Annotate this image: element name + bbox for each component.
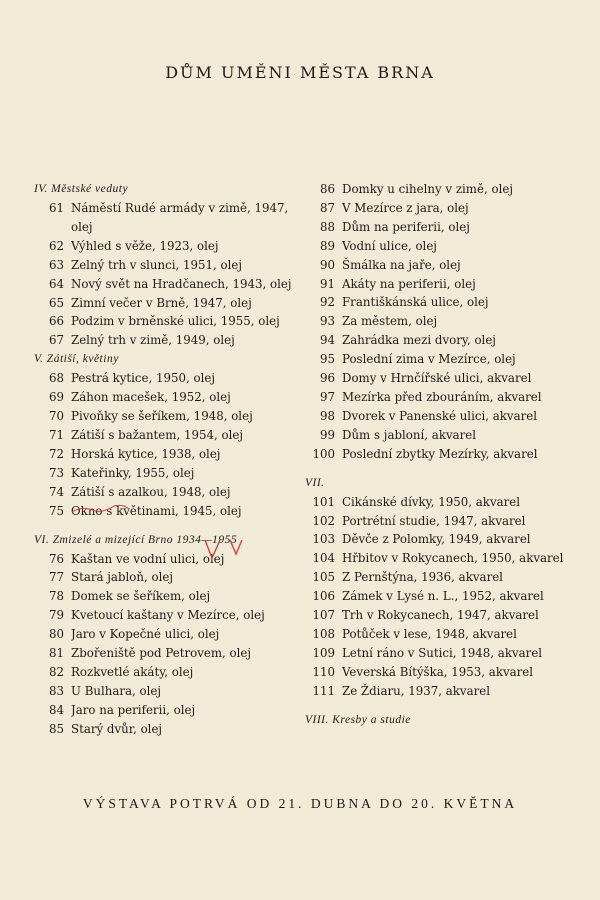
entry-number: 82 (48, 664, 64, 679)
catalog-entry (34, 331, 296, 350)
catalog-entry (305, 625, 590, 644)
entry-number: 66 (48, 314, 64, 329)
entry-title: Nový svět na Hradčanech, 1943, olej (71, 276, 292, 291)
section-heading: IV. Městské veduty (34, 183, 129, 195)
entry-number: 76 (48, 551, 64, 566)
catalog-entry (305, 530, 590, 549)
entry-title: Rozkvetlé akáty, olej (71, 664, 194, 679)
entry-title: Ze Ždiaru, 1937, akvarel (342, 683, 491, 698)
entry-title: Domek se šeříkem, olej (71, 589, 211, 604)
entry-number: 81 (48, 646, 64, 661)
catalog-entry (34, 587, 296, 606)
entry-title: Poslední zima v Mezírce, olej (342, 352, 516, 367)
entry-title: Domky u cihelny v zimě, olej (342, 182, 513, 196)
entry-number: 83 (48, 683, 64, 698)
entry-number: 98 (319, 408, 335, 423)
entry-title: Zelný trh v zimě, 1949, olej (71, 333, 235, 348)
entry-number: 77 (48, 570, 64, 585)
catalog-entry (305, 388, 590, 407)
entry-number: 108 (312, 626, 335, 641)
catalog-entry (34, 464, 296, 483)
catalog-entry (34, 606, 296, 625)
catalog-entry (305, 644, 590, 663)
entry-title: Starý dvůr, olej (71, 721, 163, 736)
entry-number: 106 (312, 589, 335, 604)
catalog-entry (34, 568, 296, 587)
catalog-entry (34, 426, 296, 445)
catalog-entry (34, 275, 296, 294)
entry-number: 102 (312, 513, 335, 528)
entry-number: 80 (48, 627, 64, 642)
catalog-entry (34, 550, 296, 569)
catalog-entry (305, 606, 590, 625)
catalog-entry (305, 331, 590, 350)
catalog-entry (34, 701, 296, 720)
entry-title: Stará jabloň, olej (71, 570, 174, 585)
catalog-entry (34, 445, 296, 464)
catalog-entry (34, 407, 296, 426)
spacer (305, 464, 590, 474)
entry-title: Zátiší s bažantem, 1954, olej (71, 427, 243, 442)
entry-title: Pivoňky se šeříkem, 1948, olej (71, 409, 253, 424)
entry-title: Zimní večer v Brně, 1947, olej (71, 295, 252, 310)
entry-number: 61 (48, 201, 64, 215)
entry-title: Veverská Bítýška, 1953, akvarel (342, 664, 534, 679)
entry-number: 90 (319, 257, 335, 272)
page-title: DŮM UMĚNI MĚSTA BRNA (165, 63, 435, 82)
catalog-entry (34, 388, 296, 407)
entry-number: 91 (319, 276, 335, 291)
catalog-entry (305, 369, 590, 388)
entry-title: Potůček v lese, 1948, akvarel (342, 626, 517, 641)
entry-title: Jaro na periferii, olej (71, 702, 196, 717)
catalog-entry (305, 663, 590, 682)
entry-number: 101 (312, 494, 335, 509)
entry-number: 103 (312, 532, 335, 547)
catalog-entry (34, 625, 296, 644)
entry-number: 97 (319, 389, 335, 404)
entry-title: Hřbitov v Rokycanech, 1950, akvarel (342, 551, 564, 566)
entry-title: Františkánská ulice, olej (342, 295, 489, 310)
catalog-entry (34, 256, 296, 275)
entry-title: Portrétní studie, 1947, akvarel (342, 513, 526, 528)
entry-number: 93 (319, 314, 335, 329)
entry-number: 69 (48, 390, 64, 405)
catalog-entry (305, 587, 590, 606)
entry-number: 105 (312, 570, 335, 585)
entry-number: 86 (319, 182, 335, 196)
entry-number: 75 (48, 503, 64, 518)
entry-number: 110 (312, 664, 335, 679)
entry-title: Děvče z Polomky, 1949, akvarel (342, 532, 531, 547)
catalog-entry (305, 275, 590, 294)
entry-title: U Bulhara, olej (71, 683, 162, 698)
entry-number: 65 (48, 295, 64, 310)
entry-title: Záhon macešek, 1952, olej (71, 390, 231, 405)
catalog-entry (34, 294, 296, 313)
entry-title: Zátiší s azalkou, 1948, olej (71, 484, 231, 499)
entry-number: 94 (319, 333, 335, 348)
section-heading: VII. (305, 476, 325, 489)
catalog-entry (305, 426, 590, 445)
entry-title: Šmálka na jaře, olej (342, 257, 461, 272)
spacer (305, 701, 590, 711)
entry-title: Zelný trh v slunci, 1951, olej (71, 257, 243, 272)
entry-title: Pestrá kytice, 1950, olej (71, 371, 216, 386)
entry-title: Náměstí Rudé armády v zimě, 1947, olej (71, 201, 289, 234)
catalog-entry (34, 644, 296, 663)
entry-number: 84 (48, 702, 64, 717)
catalog-entry (34, 237, 296, 256)
entry-number: 74 (48, 484, 64, 499)
catalog-entry (305, 293, 590, 312)
catalog-entry (34, 199, 296, 237)
catalog-entry (305, 218, 590, 237)
section-heading: VIII. Kresby a studie (305, 713, 411, 726)
entry-title: Dům s jabloní, akvarel (342, 427, 477, 442)
entry-title: Zámek v Lysé n. L., 1952, akvarel (342, 589, 544, 604)
entry-number: 107 (312, 608, 335, 623)
entry-number: 96 (319, 371, 335, 386)
entry-title: Z Pernštýna, 1936, akvarel (342, 570, 503, 585)
entry-number: 99 (319, 427, 335, 442)
entry-title: Dům na periferii, olej (342, 219, 470, 234)
entry-number: 100 (312, 446, 335, 461)
entry-title: Poslední zbytky Mezírky, akvarel (342, 446, 538, 461)
entry-number: 72 (48, 446, 64, 461)
entry-number: 71 (48, 427, 64, 442)
catalog-entry (305, 350, 590, 369)
section-heading: VI. Zmizelé a mizející Brno 1934—1955 (34, 533, 238, 546)
entry-number: 62 (48, 238, 64, 253)
catalog-entry (34, 682, 296, 701)
catalog-entry (305, 493, 590, 512)
entry-number: 68 (48, 371, 64, 386)
entry-number: 64 (48, 276, 64, 291)
entry-number: 92 (319, 295, 335, 310)
catalog-entry (305, 549, 590, 568)
entry-number: 78 (48, 589, 64, 604)
entry-title: Akáty na periferii, olej (342, 276, 476, 291)
catalog-entry (34, 663, 296, 682)
entry-number: 85 (48, 721, 64, 736)
entry-number: 67 (48, 333, 64, 348)
entry-number: 63 (48, 257, 64, 272)
entry-title: Domy v Hrnčířské ulici, akvarel (342, 371, 532, 386)
entry-number: 109 (312, 645, 335, 660)
entry-number: 70 (48, 409, 64, 424)
entry-title: Kateřinky, 1955, olej (71, 465, 195, 480)
entry-number: 95 (319, 352, 335, 367)
entry-title: Kaštan ve vodní ulici, olej (71, 551, 225, 566)
catalog-entry (34, 483, 296, 502)
entry-number: 79 (48, 608, 64, 623)
entry-title: Okno s květinami, 1945, olej (71, 503, 242, 518)
catalog-entry (305, 682, 590, 701)
entry-title: Mezírka před zbouráním, akvarel (342, 389, 542, 404)
entry-title: Podzim v brněnské ulici, 1955, olej (71, 314, 280, 329)
catalog-entry (305, 256, 590, 275)
catalog-entry (305, 445, 590, 464)
catalog-entry (34, 369, 296, 388)
catalog-entry (305, 568, 590, 587)
spacer (34, 521, 296, 531)
entry-title: Letní ráno v Sutici, 1948, akvarel (342, 645, 543, 660)
entry-number: 111 (312, 683, 335, 698)
entry-title: Jaro v Kopečné ulici, olej (71, 627, 220, 642)
entry-number: 87 (319, 200, 335, 215)
entry-title: Za městem, olej (342, 314, 438, 329)
entry-title: Zahrádka mezi dvory, olej (342, 333, 496, 348)
entry-number: 73 (48, 465, 64, 480)
catalog-entry (305, 512, 590, 531)
catalog-entry (34, 502, 296, 521)
entry-title: Kvetoucí kaštany v Mezírce, olej (71, 608, 265, 623)
entry-number: 104 (312, 551, 335, 566)
entry-title: Cikánské dívky, 1950, akvarel (342, 494, 521, 509)
catalog-entry (34, 312, 296, 331)
section-heading: V. Zátiší, květiny (34, 353, 119, 366)
entry-title: Vodní ulice, olej (342, 238, 437, 253)
catalog-column-right (305, 180, 590, 730)
catalog-entry (305, 407, 590, 426)
entry-title: V Mezírce z jara, olej (342, 200, 469, 215)
catalog-entry (34, 720, 296, 739)
entry-title: Výhled s věže, 1923, olej (71, 238, 219, 253)
catalog-entry (305, 199, 590, 218)
catalog-column-left (34, 180, 296, 739)
entry-number: 88 (319, 219, 335, 234)
catalog-entry (305, 180, 590, 199)
catalog-entry (305, 312, 590, 331)
entry-title: Zbořeniště pod Petrovem, olej (71, 646, 252, 661)
entry-title: Horská kytice, 1938, olej (71, 446, 221, 461)
entry-number: 89 (319, 238, 335, 253)
exhibition-dates-footer: VÝSTAVA POTRVÁ OD 21. DUBNA DO 20. KVĚTNA (82, 796, 518, 811)
entry-title: Trh v Rokycanech, 1947, akvarel (342, 608, 539, 623)
catalog-entry (305, 237, 590, 256)
entry-title: Dvorek v Panenské ulici, akvarel (342, 408, 538, 423)
